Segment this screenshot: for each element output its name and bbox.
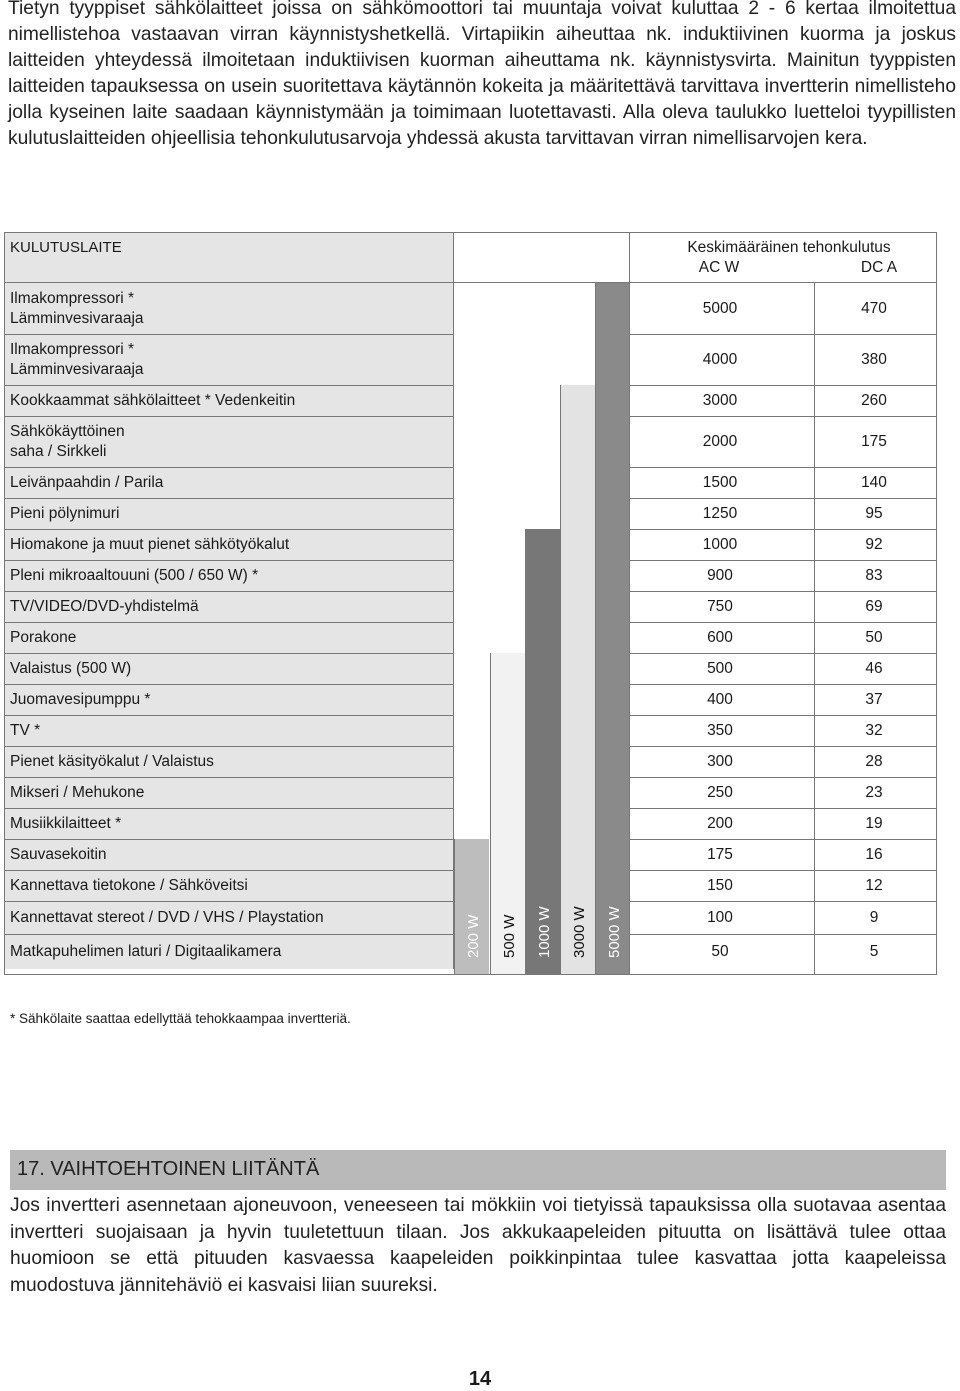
row-divider bbox=[630, 622, 936, 623]
device-name: Hiomakone ja muut pienet sähkötyökalut bbox=[10, 536, 290, 553]
dc-amps: 23 bbox=[865, 784, 883, 801]
table-row bbox=[5, 684, 454, 715]
row-divider bbox=[630, 901, 936, 902]
table-row bbox=[5, 653, 454, 684]
section-body: Jos invertteri asennetaan ajoneuvoon, veneeseen tai mökkiin voi tietyissä tapauksissa olla suotavaa asentaa invertteri suojaisaan ja hyvin tuuletettuun tilaan. Jos akkukaapeleiden pituutta on lisättävä tulee ottaa huomioon se että pituuden kasvaessa kaapeleiden poikkinpintaa tulee kasvattaa jotta kaapeleissa muodostuva jännitehäviö ei kasvaisi liian suureksi. bbox=[10, 1195, 946, 1296]
inverter-bar-label: 500 W bbox=[501, 914, 518, 958]
section-heading bbox=[10, 1150, 946, 1190]
row-divider bbox=[5, 416, 453, 417]
device-name: Juomavesipumppu * bbox=[10, 691, 151, 708]
section-title: 17. VAIHTOEHTOINEN LIITÄNTÄ bbox=[17, 1158, 320, 1180]
dc-amps: 470 bbox=[861, 300, 887, 317]
table-row bbox=[5, 529, 454, 560]
dc-amps: 5 bbox=[869, 943, 879, 960]
ac-watts: 175 bbox=[707, 846, 733, 863]
row-divider bbox=[630, 870, 936, 871]
dc-amps: 32 bbox=[865, 722, 883, 739]
ac-watts: 200 bbox=[707, 815, 733, 832]
table-row bbox=[5, 777, 454, 808]
table-row bbox=[5, 416, 454, 467]
ac-watts: 2000 bbox=[702, 433, 738, 450]
row-divider bbox=[5, 560, 453, 561]
row-divider bbox=[630, 653, 936, 654]
row-divider bbox=[5, 839, 453, 840]
dc-column-label: DC A bbox=[860, 259, 898, 276]
table-row bbox=[5, 498, 454, 529]
ac-watts: 900 bbox=[707, 567, 733, 584]
device-name: Kannettava tietokone / Sähköveitsi bbox=[10, 877, 248, 894]
device-column-header bbox=[5, 233, 454, 283]
ac-watts: 1250 bbox=[702, 505, 738, 522]
device-name: Pienet käsityökalut / Valaistus bbox=[10, 753, 214, 770]
ac-watts: 4000 bbox=[702, 351, 738, 368]
dc-amps: 92 bbox=[865, 536, 883, 553]
row-divider bbox=[5, 777, 453, 778]
consumption-label: Keskimääräinen tehonkulutus bbox=[687, 239, 891, 256]
row-divider bbox=[5, 591, 453, 592]
device-name: TV * bbox=[10, 722, 41, 739]
ac-watts: 500 bbox=[707, 660, 733, 677]
dc-amps: 140 bbox=[861, 474, 887, 491]
row-divider bbox=[630, 385, 936, 386]
device-name: Sähkökäyttöinen saha / Sirkkeli bbox=[10, 423, 125, 460]
ac-watts: 1000 bbox=[702, 536, 738, 553]
dc-amps: 260 bbox=[861, 392, 887, 409]
ac-column-label: AC W bbox=[698, 259, 740, 276]
dc-amps: 46 bbox=[865, 660, 883, 677]
device-name: Sauvasekoitin bbox=[10, 846, 107, 863]
table-row bbox=[5, 560, 454, 591]
ac-watts: 100 bbox=[707, 909, 733, 926]
dc-amps: 37 bbox=[865, 691, 883, 708]
intro-paragraph: Tietyn tyyppiset sähkölaitteet joissa on sähkömoottori tai muuntaja voivat kuluttaa 2 - 6 kertaa ilmoitettua nimellistehoa vastaavan virran käynnistyshetkellä. Virtapiikin aiheuttaa nk. induktiivinen kuorma ja joskus laitteiden yhteydessä ilmoitetaan induktiivisen kuorman aiheuttama nk. käynnistysvirta. Mainitun tyyppisten laitteiden tapauksessa on usein suoritettava käytännön kokeita ja määritettävä tarvittava invertterin nimellisteho jolla kyseinen laite saadaan käynnistymään ja toimimaan luotettavasti. Alla oleva taulukko luetteloi tyypillisten kulutuslaitteiden ohjeellisia tehonkulutusarvoja yhdessä akusta tarvittavan virran nimellisarvojen kera. bbox=[8, 0, 956, 149]
device-name: Leivänpaahdin / Parila bbox=[10, 474, 164, 491]
page-number: 14 bbox=[468, 1368, 492, 1390]
dc-amps: 380 bbox=[861, 351, 887, 368]
device-column-label: KULUTUSLAITE bbox=[10, 239, 122, 256]
device-name: Ilmakompressori * Lämminvesivaraaja bbox=[10, 290, 144, 327]
row-divider bbox=[5, 498, 453, 499]
ac-watts: 1500 bbox=[702, 474, 738, 491]
inverter-bar-4 bbox=[560, 385, 595, 974]
device-name: Kannettavat stereot / DVD / VHS / Playstation bbox=[10, 909, 324, 926]
device-name: Valaistus (500 W) bbox=[10, 660, 132, 677]
row-divider bbox=[630, 529, 936, 530]
inverter-bar-1 bbox=[454, 839, 489, 974]
table-row bbox=[5, 591, 454, 622]
dc-amps: 95 bbox=[865, 505, 883, 522]
power-consumption-table bbox=[4, 232, 937, 975]
device-name: TV/VIDEO/DVD-yhdistelmä bbox=[10, 598, 199, 615]
bar-area-edge bbox=[629, 233, 630, 974]
inverter-bar-label: 5000 W bbox=[606, 906, 623, 958]
row-divider bbox=[5, 334, 453, 335]
table-row bbox=[5, 839, 454, 870]
ac-watts: 350 bbox=[707, 722, 733, 739]
row-divider bbox=[5, 653, 453, 654]
row-divider bbox=[630, 715, 936, 716]
table-row bbox=[5, 283, 454, 334]
inverter-bar-label: 1000 W bbox=[536, 906, 553, 958]
device-name: Matkapuhelimen laturi / Digitaalikamera bbox=[10, 943, 282, 960]
inverter-bar-label: 200 W bbox=[465, 914, 482, 958]
table-row bbox=[5, 808, 454, 839]
inverter-bar-5 bbox=[595, 283, 630, 974]
row-divider bbox=[630, 334, 936, 335]
row-divider bbox=[5, 870, 453, 871]
dc-amps: 19 bbox=[865, 815, 883, 832]
ac-watts: 600 bbox=[707, 629, 733, 646]
ac-watts: 50 bbox=[711, 943, 729, 960]
dc-amps: 16 bbox=[865, 846, 883, 863]
dc-amps: 9 bbox=[869, 909, 879, 926]
dc-amps: 83 bbox=[865, 567, 883, 584]
row-divider bbox=[630, 591, 936, 592]
inverter-bar-2 bbox=[490, 653, 525, 974]
row-divider bbox=[630, 808, 936, 809]
row-divider bbox=[5, 467, 453, 468]
dc-amps: 69 bbox=[865, 598, 883, 615]
row-divider bbox=[5, 715, 453, 716]
ac-watts: 400 bbox=[707, 691, 733, 708]
ac-watts: 250 bbox=[707, 784, 733, 801]
table-row bbox=[5, 870, 454, 901]
device-name: Kookkaammat sähkölaitteet * Vedenkeitin bbox=[10, 392, 296, 409]
device-name: Mikseri / Mehukone bbox=[10, 784, 145, 801]
consumption-column-header bbox=[454, 233, 936, 283]
row-divider bbox=[630, 416, 936, 417]
table-row bbox=[5, 467, 454, 498]
row-divider bbox=[630, 467, 936, 468]
row-divider bbox=[5, 622, 453, 623]
table-row bbox=[5, 901, 454, 934]
table-row bbox=[5, 934, 454, 969]
table-row bbox=[5, 334, 454, 385]
table-row bbox=[5, 746, 454, 777]
row-divider bbox=[630, 560, 936, 561]
ac-watts: 150 bbox=[707, 877, 733, 894]
row-divider bbox=[5, 529, 453, 530]
device-name: Pieni pölynimuri bbox=[10, 505, 120, 522]
row-divider bbox=[5, 808, 453, 809]
device-name: Musiikkilaitteet * bbox=[10, 815, 122, 832]
dc-amps: 12 bbox=[865, 877, 883, 894]
row-divider bbox=[630, 746, 936, 747]
row-divider bbox=[5, 901, 453, 902]
table-row bbox=[5, 715, 454, 746]
table-row bbox=[5, 385, 454, 416]
row-divider bbox=[5, 385, 453, 386]
ac-watts: 300 bbox=[707, 753, 733, 770]
footnote: * Sähkölaite saattaa edellyttää tehokkaampaa invertteriä. bbox=[10, 1011, 351, 1026]
dc-amps: 50 bbox=[865, 629, 883, 646]
dc-amps: 28 bbox=[865, 753, 883, 770]
row-divider bbox=[630, 498, 936, 499]
table-row bbox=[5, 622, 454, 653]
row-divider bbox=[5, 684, 453, 685]
row-divider bbox=[5, 746, 453, 747]
inverter-bar-3 bbox=[525, 529, 560, 974]
row-divider bbox=[5, 934, 453, 935]
dc-amps: 175 bbox=[861, 433, 887, 450]
ac-watts: 5000 bbox=[702, 300, 738, 317]
ac-watts: 3000 bbox=[702, 392, 738, 409]
device-name: Ilmakompressori * Lämminvesivaraaja bbox=[10, 341, 144, 378]
row-divider bbox=[630, 934, 936, 935]
inverter-bar-label: 3000 W bbox=[571, 906, 588, 958]
row-divider bbox=[630, 684, 936, 685]
device-name: Pleni mikroaaltouuni (500 / 650 W) * bbox=[10, 567, 259, 584]
row-divider bbox=[630, 777, 936, 778]
ac-watts: 750 bbox=[707, 598, 733, 615]
row-divider bbox=[630, 839, 936, 840]
device-name: Porakone bbox=[10, 629, 77, 646]
